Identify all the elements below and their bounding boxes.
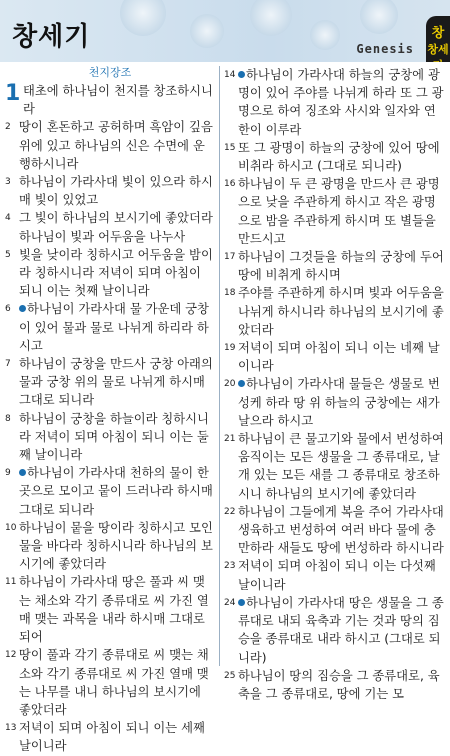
verse-number: 9 <box>5 468 11 479</box>
verse-text: 하나님이 뭍을 땅이라 칭하시고 모인 물을 바다라 칭하시니라 하나님의 보시기에 좋았더라 <box>19 520 213 572</box>
left-column <box>5 66 215 756</box>
verse-text: 저녁이 되며 아침이 되니 이는 다섯째 날이니라 <box>238 559 436 592</box>
verse-number: 12 <box>5 650 17 661</box>
verse <box>224 557 444 593</box>
paragraph-marker-icon <box>238 599 245 606</box>
verse <box>224 667 444 703</box>
tab-label-short: 창 <box>431 26 445 41</box>
verse-number: 19 <box>224 343 236 354</box>
verse-text: 하나님이 두 큰 광명을 만드사 큰 광명으로 낮을 주관하게 하시고 작은 광명으로 밤을 주관하게 하시며 또 별들을 만드시고 <box>238 177 440 246</box>
paragraph-marker-icon <box>19 305 26 312</box>
verse-text: 하나님이 가라사대 땅은 생물을 그 종류대로 내되 육축과 기는 것과 땅의 짐승을 종류대로 내라 하시고 (그대로 되니라) <box>238 595 444 665</box>
verse <box>5 246 215 301</box>
flower-decoration <box>250 0 292 36</box>
verse-number: 14 <box>224 70 236 80</box>
verse <box>5 646 215 719</box>
verse-number: 5 <box>5 249 11 260</box>
verse-number: 8 <box>5 413 11 424</box>
verse-text: 또 그 광명이 하늘의 궁창에 있어 땅에 비취라 하시고 (그대로 되니라) <box>238 140 440 174</box>
verse <box>5 464 215 519</box>
verse-number: 3 <box>5 177 11 188</box>
verse <box>224 175 444 248</box>
verse <box>224 139 444 175</box>
verse-number: 2 <box>5 122 11 133</box>
verse-text: 하나님이 그것들을 하늘의 궁창에 두어 땅에 비취게 하시며 <box>238 250 444 283</box>
verse-text: 태초에 하나님이 천지를 창조하시니라 <box>23 84 213 117</box>
verse <box>5 209 215 245</box>
verse-text: 하나님이 가라사대 물들은 생물로 번성케 하라 땅 위 하늘의 궁창에는 새가 날으라 하시고 <box>238 377 440 428</box>
paragraph-marker-icon <box>238 380 245 387</box>
verse-text: 땅이 풀과 각기 종류대로 씨 맺는 채소와 각기 종류대로 씨 가진 열매 맺는 나무를 내니 하나님의 보시기에 좋았더라 <box>19 648 209 717</box>
verse <box>5 410 215 465</box>
tab-label-full: 창세 <box>427 43 449 56</box>
verse-text: 하나님이 가라사대 물 가운데 궁창이 있어 물과 물로 나뉘게 하리라 하시고 <box>19 302 209 353</box>
verse <box>5 355 215 410</box>
right-column <box>224 66 444 703</box>
verse-number: 21 <box>224 434 236 445</box>
verse-number: 18 <box>224 288 236 299</box>
verse-number: 22 <box>224 506 236 517</box>
verse-text: 하나님이 그들에게 복을 주어 가라사대 생육하고 번성하여 여러 바다 물에 충만하라 새들도 땅에 번성하라 하시니라 <box>238 504 444 556</box>
verse <box>5 719 215 755</box>
paragraph-marker-icon <box>238 71 245 78</box>
flower-decoration <box>310 20 340 50</box>
verse <box>224 430 444 503</box>
book-english-title: Genesis <box>356 42 414 56</box>
verse <box>5 573 215 646</box>
verse-number: 16 <box>224 179 236 190</box>
verse-number: 1 <box>5 81 21 106</box>
paragraph-marker-icon <box>19 469 26 476</box>
book-title: 창세기 <box>12 22 91 52</box>
verse-text: 하나님이 가라사대 빛이 있으라 하시매 빛이 있었고 <box>19 175 213 208</box>
column-divider <box>219 66 220 666</box>
verse <box>224 594 444 667</box>
flower-decoration <box>360 0 398 34</box>
verse-text: 저녁이 되며 아침이 되니 이는 네째 날이니라 <box>238 341 440 374</box>
verse-text: 주야를 주관하게 하시며 빛과 어두움을 나뉘게 하시니라 하나님의 보시기에 좋았더라 <box>238 286 444 337</box>
verse <box>224 375 444 430</box>
verse-text: 하나님이 큰 물고기와 물에서 번성하여 움직이는 모든 생물을 그 종류대로, 날개 있는 모든 새를 그 종류대로 창조하시니 하나님의 보시기에 좋았더라 <box>238 432 444 501</box>
verse <box>224 284 444 339</box>
verse <box>5 519 215 574</box>
verse-number: 4 <box>5 213 11 224</box>
left-verse-list <box>5 82 215 756</box>
verse-text: 하나님이 가라사대 땅은 풀과 씨 맺는 채소와 각기 종류대로 씨 가진 열매 맺는 과목을 내라 하시매 그대로 되어 <box>19 575 209 645</box>
verse-text: 땅이 혼돈하고 공허하며 흑암이 깊음 위에 있고 하나님의 신은 수면에 운행하시니라 <box>19 120 213 171</box>
verse-number: 11 <box>5 577 17 588</box>
section-heading: 천지장조 <box>88 66 132 79</box>
verse-text: 그 빛이 하나님의 보시기에 좋았더라 하나님이 빛과 어두움을 나누사 <box>19 211 213 244</box>
verse-text: 하나님이 궁창을 하늘이라 칭하시니라 저녁이 되며 아침이 되니 이는 둘째 날이니라 <box>19 411 209 463</box>
verse-number: 7 <box>5 359 11 370</box>
verse <box>5 173 215 209</box>
verse <box>224 503 444 558</box>
verse-number: 17 <box>224 252 236 263</box>
verse-text: 빛을 낮이라 칭하시고 어두움을 밤이라 칭하시니라 저녁이 되며 아침이 되니 이는 첫째 날이니라 <box>19 247 213 299</box>
flower-decoration <box>120 0 166 36</box>
verse-number: 10 <box>5 522 17 533</box>
verse-text: 하나님이 궁창을 만드사 궁창 아래의 물과 궁창 위의 물로 나뉘게 하시매 그대로 되니라 <box>19 357 213 408</box>
verse-number: 20 <box>224 379 236 390</box>
verse-number: 23 <box>224 561 236 572</box>
verse-text: 하나님이 땅의 짐승을 그 종류대로, 육축을 그 종류대로, 땅에 기는 모 <box>238 668 440 701</box>
verse-text: 하나님이 가라사대 천하의 물이 한 곳으로 모이고 뭍이 드러나라 하시매 그대로 되니라 <box>19 466 213 517</box>
verse-number: 15 <box>224 142 236 153</box>
verse-number: 13 <box>5 723 17 734</box>
verse <box>224 66 444 139</box>
page-header <box>0 0 450 62</box>
verse-number: 6 <box>5 304 11 315</box>
verse <box>5 118 215 173</box>
verse <box>224 339 444 375</box>
verse-text: 저녁이 되며 아침이 되니 이는 세째 날이니라 <box>19 721 205 754</box>
verse <box>224 248 444 284</box>
verse-number: 24 <box>224 597 236 608</box>
verse-number: 25 <box>224 670 236 681</box>
flower-decoration <box>190 14 224 48</box>
right-verse-list <box>224 66 444 703</box>
verse <box>5 300 215 355</box>
verse-text: 하나님이 가라사대 하늘의 궁창에 광명이 있어 주야를 나뉘게 하라 또 그 광명으로 하여 징조와 사시와 일자와 연한이 이루라 <box>238 68 444 137</box>
verse <box>5 82 215 118</box>
